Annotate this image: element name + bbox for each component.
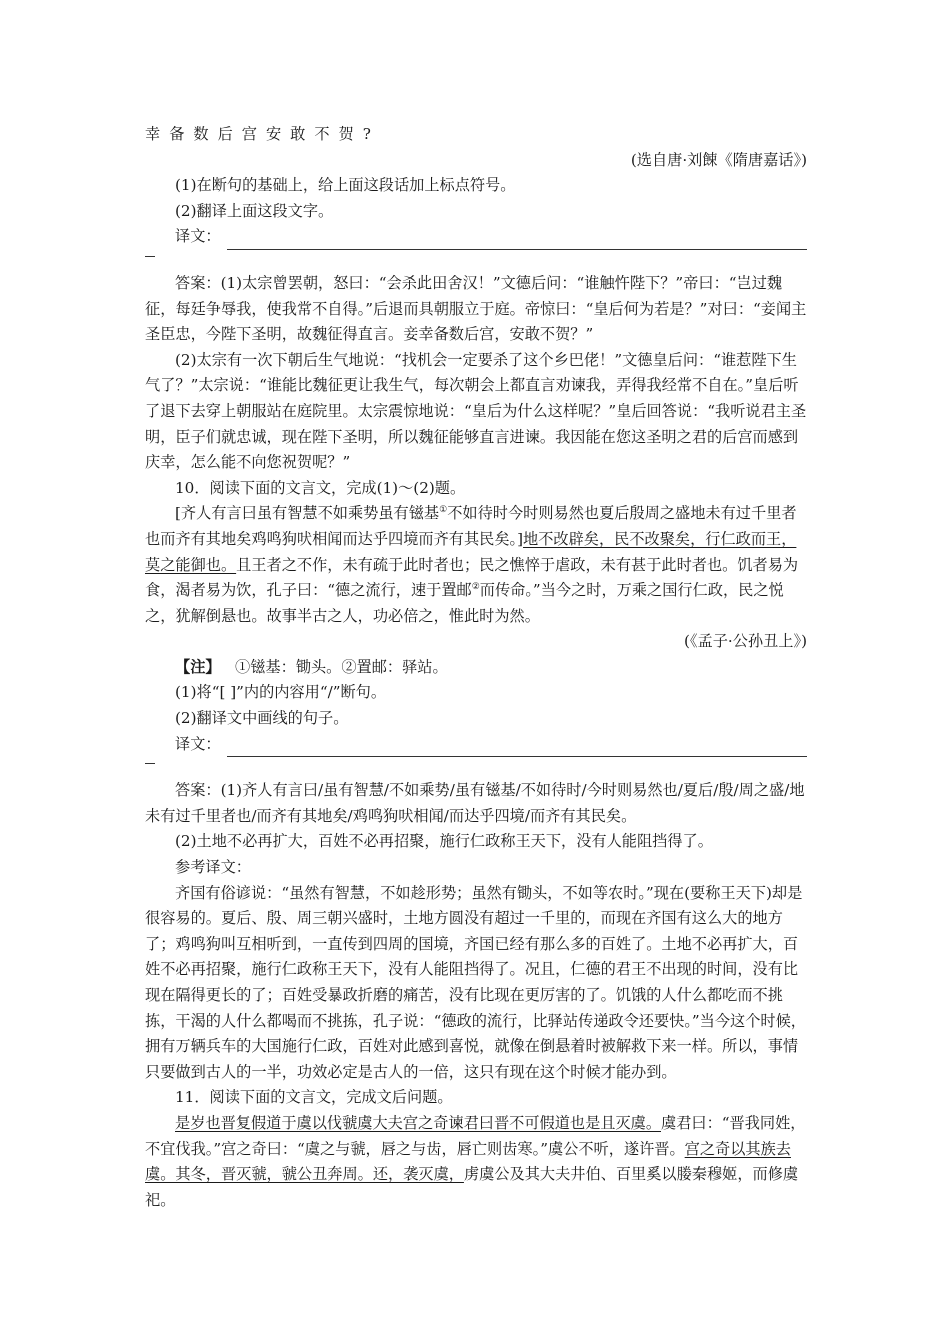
q9-source: (选自唐·刘餗《隋唐嘉话》) <box>630 150 807 169</box>
q9-translation-label: 译文： <box>175 227 221 246</box>
q10-translation-label: 译文： <box>175 734 221 753</box>
q10-note-label: 【注】 <box>175 657 221 676</box>
q11-text-1: 虞君曰：“晋我同姓，不宜伐我。”宫之奇曰：“虞之与虢，唇之与齿，唇亡则齿寒。”虞公不听，遂许晋。 <box>145 1113 806 1158</box>
q10-task-1: (1)将“[ ]”内的内容用“/”断句。 <box>175 683 387 702</box>
q10-ref-label: 参考译文： <box>175 858 251 877</box>
q11-prompt: 11．阅读下面的文言文，完成文后问题。 <box>175 1088 453 1107</box>
q9-text-continuation: 幸备数后宫安敢不贺? <box>145 125 380 143</box>
note-ref-2: ② <box>471 582 480 593</box>
q10-bracket-text-2: 不如待时今时则易然也夏后殷周之盛地未有过千里者也而齐有其地矣鸡鸣狗吠相闻而达乎四境而齐有其民矣。] <box>145 504 797 548</box>
q10-underlined-sentence: 地不改辟矣，民不改聚矣，行仁政而王，莫之能御也。 <box>145 529 797 574</box>
q10-note <box>145 655 807 681</box>
q10-ref-translation: 齐国有俗谚说：“虽然有智慧，不如趁形势；虽然有锄头，不如等农时。”现在(要称王天下)却是很容易的。夏后、殷、周三朝兴盛时，土地方圆没有超过一千里的，而现在齐国有这么大的地方了；鸡鸣狗叫互相听到，一直传到四周的国境，齐国已经有那么多的百姓了。土地不必再扩大，百姓不必再招聚，施行仁政称王天下，没有人能阻挡得了。况且，仁德的君王不出现的时间，没有比现在隔得更长的了；百姓受暴政折磨的痛苦，没有比现在更厉害的了。饥饿的人什么都吃而不挑拣，干渴的人什么都喝而不挑拣，孔子说：“德政的流行，比驿站传递政令还要快。”当今这个时候，拥有万辆兵车的大国施行仁政，百姓对此感到喜悦，就像在倒悬着时被解救下来一样。所以，事情只要做到古人的一半，功效必定是古人的一倍，这只有现在这个时候才能办到。 <box>145 883 806 1081</box>
q10-answer-line[interactable] <box>227 738 807 757</box>
q9-translation-blank[interactable] <box>145 224 807 250</box>
q10-prompt: 10．阅读下面的文言文，完成(1)～(2)题。 <box>175 478 466 497</box>
q10-bracket-text: [齐人有言曰虽有智慧不如乘势虽有镃基 <box>175 504 440 523</box>
q11-underlined-2: 宫之奇以其族去虞。其冬，晋灭虢，虢公丑奔周。还，袭灭虞， <box>145 1139 791 1184</box>
q10-rest-text-2: 而传命。”当今之时，万乘之国行仁政，民之悦之，犹解倒悬也。故事半古之人，功必倍之，惟此时为然。 <box>145 581 784 625</box>
q10-answer-1: 答案：(1)齐人有言曰/虽有智慧/不如乘势/虽有镃基/不如待时/今时则易然也/夏后/殷/周之盛/地未有过千里者也/而齐有其地矣/鸡鸣狗吠相闻/而达乎四境/而齐有其民矣。 <box>145 781 805 825</box>
q10-rest-text: 且王者之不作，未有疏于此时者也；民之憔悴于虐政，未有甚于此时者也。饥者易为食，渴者易为饮，孔子曰：“德之流行，速于置邮 <box>145 555 799 600</box>
q11-underlined-1: 是岁也晋复假道于虞以伐虢虞大夫宫之奇谏君曰晋不可假道也是且灭虞。 <box>175 1113 661 1132</box>
q10-answer-2: (2)土地不必再扩大，百姓不必再招聚，施行仁政称王天下，没有人能阻挡得了。 <box>175 832 713 851</box>
q10-answer-line-cont <box>145 757 155 764</box>
q10-passage <box>145 501 807 629</box>
q9-answer-2: (2)太宗有一次下朝后生气地说：“找机会一定要杀了这个乡巴佬！”文德皇后问：“谁惹陛下生气了？”太宗说：“谁能比魏征更让我生气，每次朝会上都直言劝谏我，弄得我经常不自在。”皇后听了退下去穿上朝服站在庭院里。太宗震惊地说：“皇后为什么这样呢？”皇后回答说：“我听说君主圣明，臣子们就忠诚，现在陛下圣明，所以魏征能够直言进谏。我因能在您这圣明之君的后宫而感到庆幸，怎么能不向您祝贺呢？” <box>145 350 807 472</box>
q9-task-1: (1)在断句的基础上，给上面这段话加上标点符号。 <box>175 176 516 195</box>
q11-passage <box>145 1111 807 1213</box>
q11-text-2: 虏虞公及其大夫井伯、百里奚以媵秦穆姬，而修虞祀。 <box>145 1165 799 1209</box>
q9-answer-line[interactable] <box>227 231 807 250</box>
document-page <box>145 122 807 1213</box>
q10-source: (《孟子·公孙丑上》) <box>684 632 807 651</box>
q10-translation-blank[interactable] <box>145 732 807 758</box>
q9-answer-1: 答案：(1)太宗曾罢朝，怒曰：“会杀此田舍汉！”文德后问：“谁触忤陛下？”帝曰：“岂过魏征，每廷争辱我，使我常不自得。”后退而具朝服立于庭。帝惊曰：“皇后何为若是？”对曰：“妾闻主圣臣忠，今陛下圣明，故魏征得直言。妾幸备数后宫，安敢不贺？” <box>145 273 807 344</box>
q9-answer-line-cont <box>145 250 155 257</box>
q10-task-2: (2)翻译文中画线的句子。 <box>175 709 349 728</box>
note-ref-1: ① <box>439 505 448 516</box>
q10-note-text: ①镃基：锄头。②置邮：驿站。 <box>235 657 448 676</box>
q9-task-2: (2)翻译上面这段文字。 <box>175 201 334 220</box>
